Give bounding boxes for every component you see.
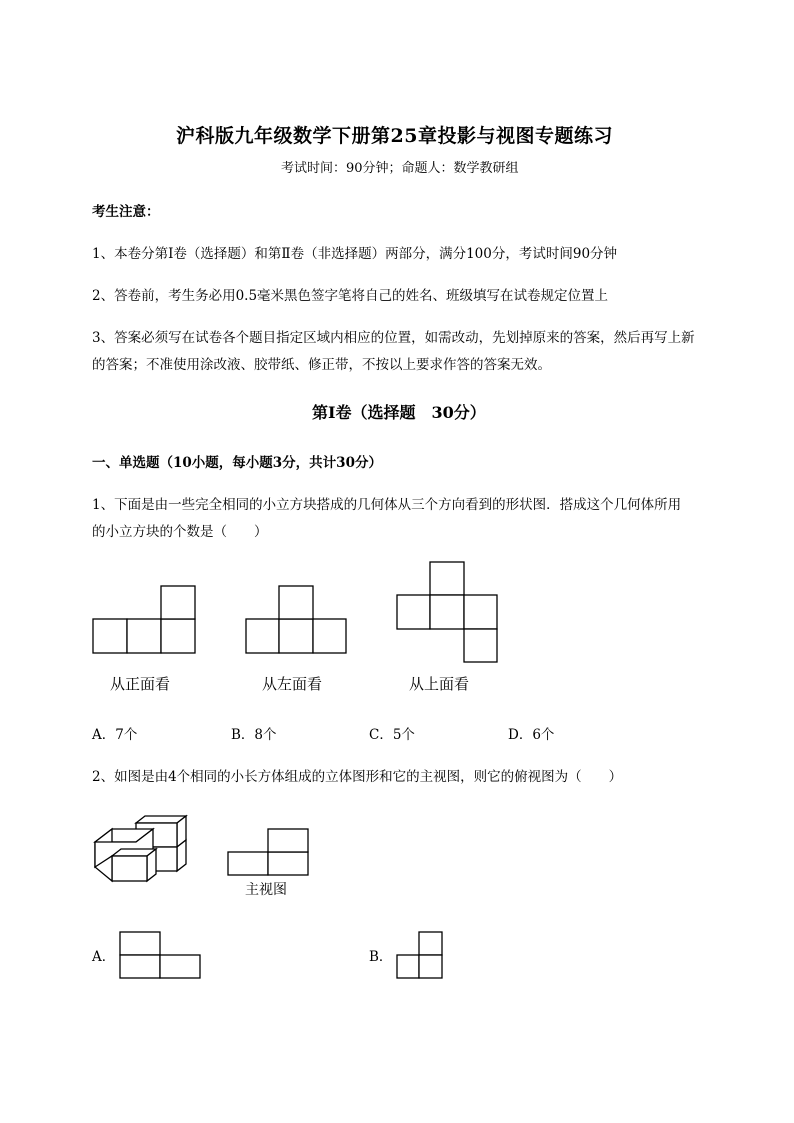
q1-option-c: C．5个 (369, 727, 415, 743)
notice-item-3-line1: 3、答案必须写在试卷各个题目指定区域内相应的位置，如需改动，先划掉原来的答案，然后再写上新 (92, 330, 695, 346)
notice-item-3-line2: 的答案；不准使用涂改液、胶带纸、修正带，不按以上要求作答的答案无效。 (92, 357, 551, 373)
notice-item-2: 2、答卷前，考生务必用0.5毫米黑色签字笔将自己的姓名、班级填写在试卷规定位置上 (92, 288, 609, 304)
question-1-line1: 1、下面是由一些完全相同的小立方块搭成的几何体从三个方向看到的形状图．搭成这个几何体所用 (92, 497, 682, 513)
q2-option-a-figure (119, 931, 201, 979)
top-view-caption: 从上面看 (409, 675, 470, 693)
q2-option-b-figure (396, 931, 444, 979)
left-view-figure (245, 585, 349, 655)
top-view-figure (396, 561, 500, 665)
left-view-caption: 从左面看 (262, 675, 323, 693)
exam-info: 考试时间：90分钟；命题人：数学教研组 (281, 161, 519, 176)
notice-item-1: 1、本卷分第Ⅰ卷（选择题）和第Ⅱ卷（非选择题）两部分，满分100分，考试时间90分钟 (92, 246, 618, 262)
q2-option-b-label: B． (369, 949, 393, 965)
solid-figure (94, 815, 188, 883)
main-view-figure (227, 828, 309, 876)
front-view-figure (92, 585, 196, 655)
main-view-caption: 主视图 (245, 882, 287, 898)
question-1-line2: 的小立方块的个数是（ ） (92, 524, 268, 540)
q1-option-d: D．6个 (508, 727, 555, 743)
part-heading: 第Ⅰ卷（选择题 30分） (312, 403, 486, 422)
q2-option-a-label: A． (92, 949, 116, 965)
q1-option-b: B．8个 (231, 727, 277, 743)
q1-option-a: A．7个 (92, 727, 138, 743)
section-heading: 一、单选题（10小题，每小题3分，共计30分） (92, 455, 382, 471)
question-2-line1: 2、如图是由4个相同的小长方体组成的立体图形和它的主视图，则它的俯视图为（ ） (92, 769, 623, 785)
page-title: 沪科版九年级数学下册第25章投影与视图专题练习 (176, 125, 613, 147)
front-view-caption: 从正面看 (110, 675, 171, 693)
notice-heading: 考生注意： (92, 204, 160, 220)
